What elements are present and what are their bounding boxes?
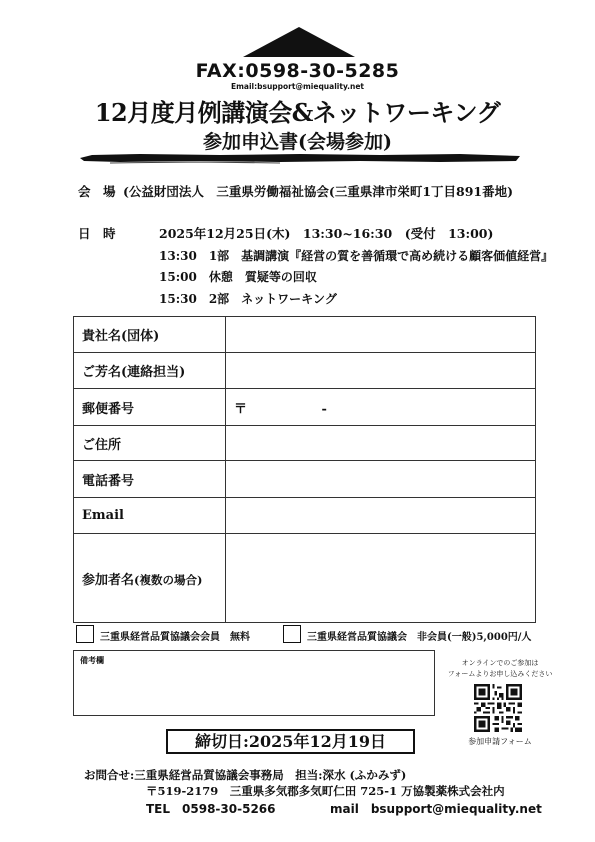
contact-mail: mail bsupport@miequality.net <box>330 802 542 816</box>
page-subtitle: 参加申込書(会場参加) <box>203 131 392 153</box>
online-note-line1: オンラインでのご参加は <box>461 659 539 667</box>
non-member-option-label: 三重県経営品質協議会 非会員(一般)5,000円/人 <box>307 632 532 643</box>
contact-name-label: ご芳名(連絡担当) <box>74 353 226 389</box>
email-field[interactable] <box>226 498 536 534</box>
phone-field[interactable] <box>226 461 536 498</box>
participants-label-main: 参加者名 <box>82 572 135 588</box>
member-checkbox[interactable] <box>76 625 94 643</box>
form-row-participants <box>74 534 536 623</box>
brush-underline <box>80 152 520 164</box>
form-row-postal <box>74 389 536 426</box>
postal-mark: 〒 <box>234 401 248 417</box>
date-label: 日 時 <box>78 226 116 241</box>
contact-line2: 〒519-2179 三重県多気郡多気町仁田 725-1 万協製薬株式会社内 <box>146 784 505 798</box>
participants-label-note: (複数の場合) <box>134 572 203 587</box>
phone-label: 電話番号 <box>74 461 226 498</box>
header-triangle-decoration <box>243 27 355 57</box>
postal-code-field[interactable] <box>226 389 536 426</box>
form-row-company <box>74 317 536 353</box>
form-row-name <box>74 353 536 389</box>
postal-code-label: 郵便番号 <box>74 389 226 426</box>
qr-label: 参加申請フォーム <box>468 737 532 746</box>
address-field[interactable] <box>226 426 536 461</box>
date-value: 2025年12月25日(木) 13:30~16:30 (受付 13:00) <box>159 226 494 241</box>
application-form-table <box>73 316 536 623</box>
deadline-box: 締切日:2025年12月19日 <box>166 729 415 754</box>
company-label: 貴社名(団体) <box>74 317 226 353</box>
contact-line1: お問合せ:三重県経営品質協議会事務局 担当:深水 (ふかみず) <box>84 768 407 782</box>
notes-label: 備考欄 <box>80 655 104 665</box>
venue-label: 会 場 <box>78 184 116 199</box>
page-title: 12月度月例講演会&ネットワーキング <box>94 98 501 127</box>
venue-value: (公益財団法人 三重県労働福祉協会(三重県津市栄町1丁目891番地) <box>123 184 514 199</box>
contact-tel: TEL 0598-30-5266 <box>146 802 276 816</box>
notes-field[interactable] <box>73 650 435 716</box>
form-row-address <box>74 426 536 461</box>
online-note <box>440 658 560 680</box>
participants-label <box>74 534 226 623</box>
contact-name-field[interactable] <box>226 353 536 389</box>
fax-number: FAX:0598-30-5285 <box>195 60 400 82</box>
email-label: Email <box>74 498 226 534</box>
participants-field[interactable] <box>226 534 536 623</box>
non-member-checkbox[interactable] <box>283 625 301 643</box>
schedule-item-3: 15:30 2部 ネットワーキング <box>159 292 337 306</box>
online-note-line2: フォームよりお申し込みください <box>447 670 553 678</box>
form-row-phone <box>74 461 536 498</box>
form-row-email <box>74 498 536 534</box>
postal-dash: - <box>321 401 327 417</box>
header-email: Email:bsupport@miequality.net <box>230 82 364 91</box>
member-option-label: 三重県経営品質協議会会員 無料 <box>100 632 250 643</box>
qr-code-icon[interactable] <box>474 684 522 732</box>
schedule-item-2: 15:00 休憩 質疑等の回収 <box>159 270 317 284</box>
company-field[interactable] <box>226 317 536 353</box>
address-label: ご住所 <box>74 426 226 461</box>
schedule-item-1: 13:30 1部 基調講演『経営の質を善循環で高め続ける顧客価値経営』 <box>159 249 554 263</box>
